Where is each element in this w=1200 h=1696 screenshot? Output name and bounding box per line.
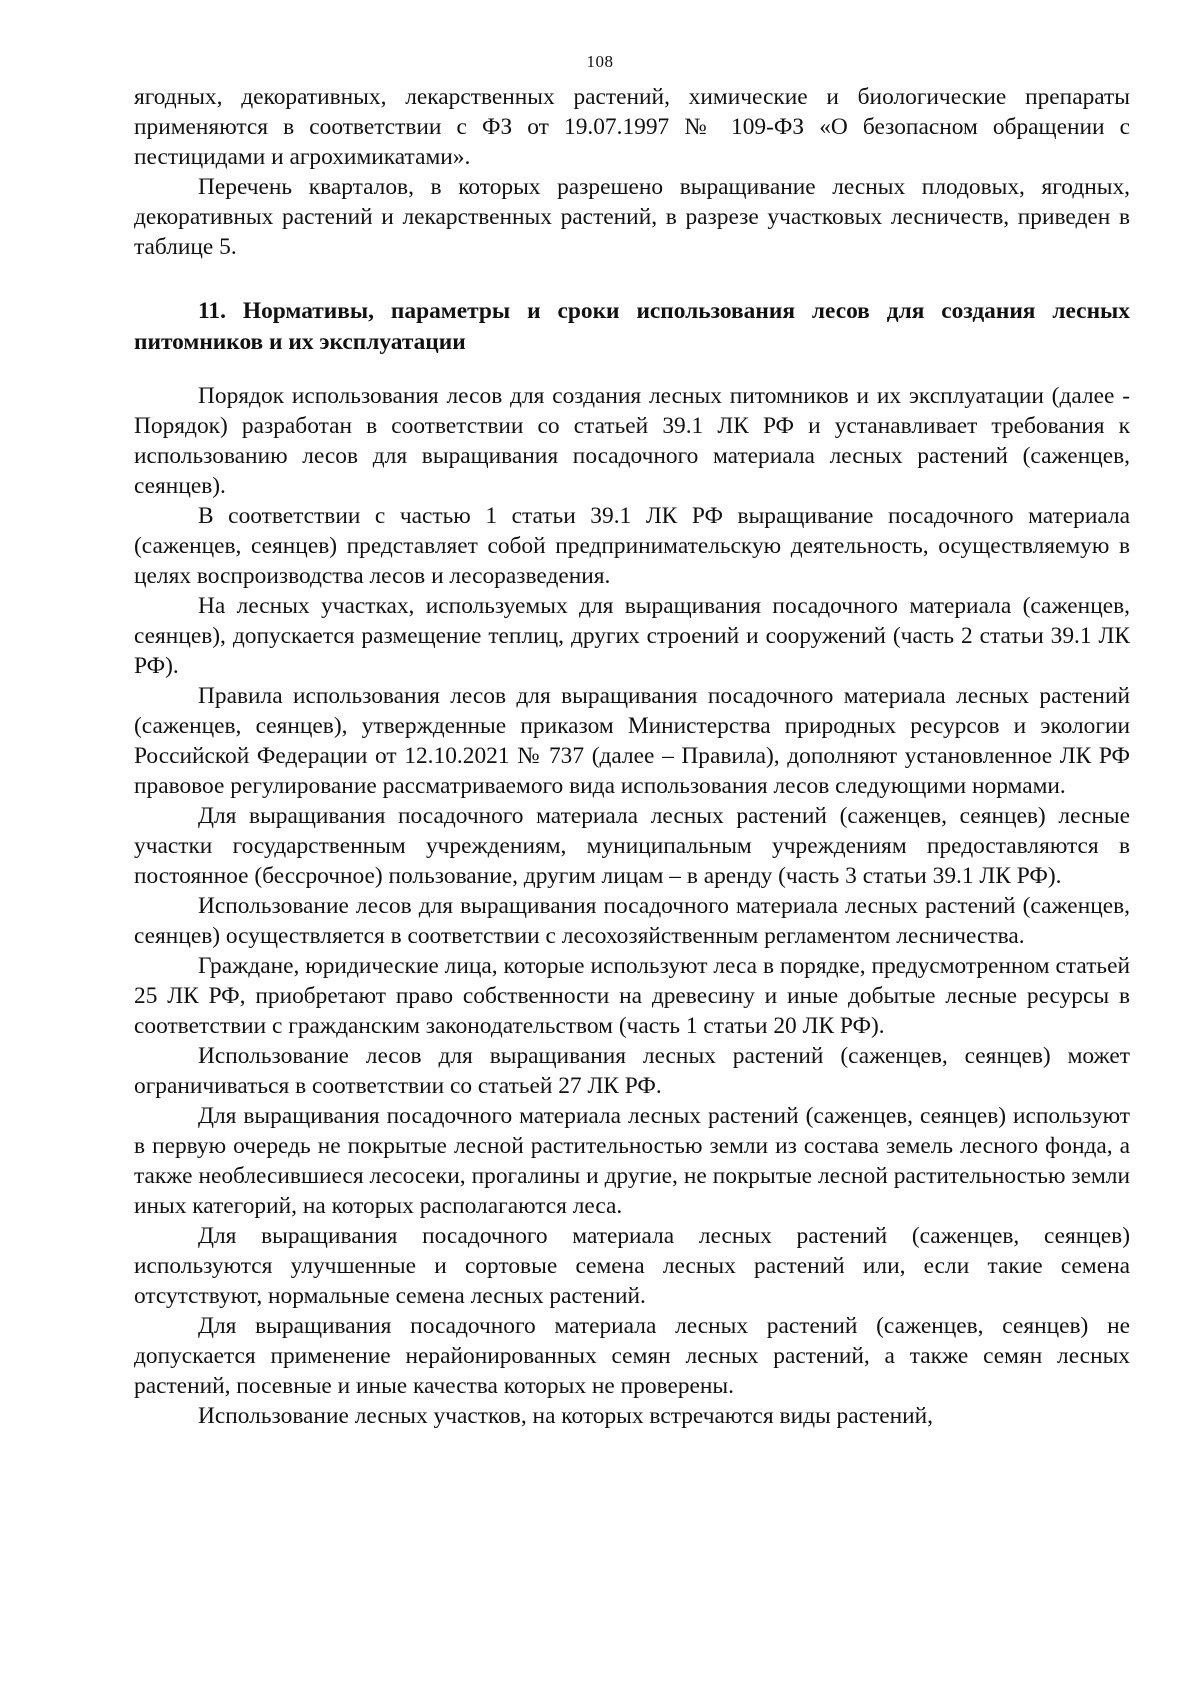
section-heading-text: 11. Нормативы, параметры и сроки использования лесов для создания лесных питомников и их эксплуатации xyxy=(134,298,1130,355)
body-paragraph: Использование лесных участков, на которых встречаются виды растений, xyxy=(198,1403,934,1429)
body-paragraph: Для выращивания посадочного материала лесных растений (саженцев, сеянцев) не допускается применение нерайонированных семян лесных растений, а также семян лесных растений, посевные и иные качества которых не проверены. xyxy=(134,1313,1130,1399)
intro-paragraph: ягодных, декоративных, лекарственных растений, химические и биологические препараты применяются в соответствии с ФЗ от 19.07.1997 № 109-ФЗ «О безопасном обращении с пестицидами и агрохимикатами». xyxy=(134,84,1130,170)
body-paragraph: Правила использования лесов для выращивания посадочного материала лесных растений (саженцев, сеянцев), утвержденные приказом Министерства природных ресурсов и экологии Российской Федерации от 12.10.2021 № 737 (далее – Правила), дополняют установленное ЛК РФ правовое регулирование рассматриваемого вида использования лесов следующими нормами. xyxy=(134,683,1130,799)
section-body xyxy=(134,381,1130,1431)
body-paragraph: Порядок использования лесов для создания лесных питомников и их эксплуатации (далее - Порядок) разработан в соответствии со статьей 39.1 ЛК РФ и устанавливает требования к использованию лесов для выращивания посадочного материала лесных растений (саженцев, сеянцев). xyxy=(134,383,1130,499)
page-number: 108 xyxy=(586,52,614,71)
body-paragraph: Использование лесов для выращивания посадочного материала лесных растений (саженцев, сеянцев) осуществляется в соответствии с лесохозяйственным регламентом лесничества. xyxy=(134,893,1130,949)
section-heading xyxy=(134,296,1130,358)
body-paragraph: В соответствии с частью 1 статьи 39.1 ЛК РФ выращивание посадочного материала (саженцев, сеянцев) представляет собой предпринимательскую деятельность, осуществляемую в целях воспроизводства лесов и лесоразведения. xyxy=(134,503,1130,589)
body-paragraph: Для выращивания посадочного материала лесных растений (саженцев, сеянцев) лесные участки государственным учреждениям, муниципальным учреждениям предоставляются в постоянное (бессрочное) пользование, другим лицам – в аренду (часть 3 статьи 39.1 ЛК РФ). xyxy=(134,803,1130,889)
body-paragraph: Для выращивания посадочного материала лесных растений (саженцев, сеянцев) используют в первую очередь не покрытые лесной растительностью земли из состава земель лесного фонда, а также необлесившиеся лесосеки, прогалины и другие, не покрытые лесной растительностью земли иных категорий, на которых располагаются леса. xyxy=(134,1103,1130,1219)
intro-text xyxy=(134,82,1130,262)
body-paragraph: Для выращивания посадочного материала лесных растений (саженцев, сеянцев) используются улучшенные и сортовые семена лесных растений или, если такие семена отсутствуют, нормальные семена лесных растений. xyxy=(134,1223,1130,1309)
intro-paragraph: Перечень кварталов, в которых разрешено выращивание лесных плодовых, ягодных, декоративных растений и лекарственных растений, в разрезе участковых лесничеств, приведен в таблице 5. xyxy=(134,174,1130,260)
body-paragraph: Граждане, юридические лица, которые используют леса в порядке, предусмотренном статьей 25 ЛК РФ, приобретают право собственности на древесину и иные добытые лесные ресурсы в соответствии с гражданским законодательством (часть 1 статьи 20 ЛК РФ). xyxy=(134,953,1130,1039)
body-paragraph: На лесных участках, используемых для выращивания посадочного материала (саженцев, сеянцев), допускается размещение теплиц, других строений и сооружений (часть 2 статьи 39.1 ЛК РФ). xyxy=(134,593,1130,679)
body-paragraph: Использование лесов для выращивания лесных растений (саженцев, сеянцев) может ограничиваться в соответствии со статьей 27 ЛК РФ. xyxy=(134,1043,1130,1099)
